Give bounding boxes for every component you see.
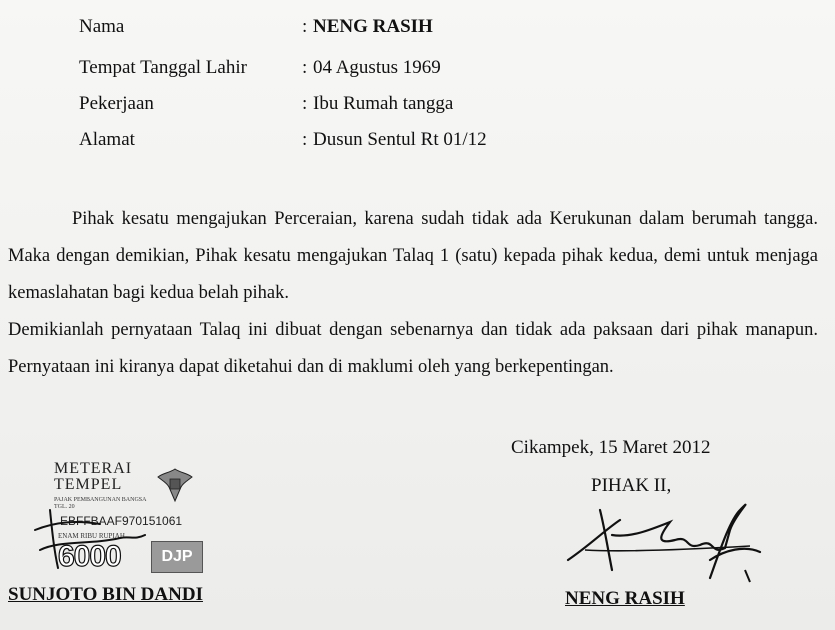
address-label: Alamat	[79, 129, 135, 150]
meterai-title	[54, 461, 132, 493]
meterai-tgl-text: TGL. 20	[54, 504, 75, 510]
place-date: Cikampek, 15 Maret 2012	[511, 437, 711, 458]
birth-colon: :	[302, 57, 308, 78]
occupation-colon: :	[302, 93, 308, 114]
paragraph-declaration: Demikianlah pernyataan Talaq ini dibuat dengan sebenarnya dan tidak ada paksaan dari pihak manapun. Pernyataan ini kiranya dapat diketahui dan di maklumi oleh yang berkepentingan.	[8, 320, 818, 377]
meterai-small-text: PAJAK PEMBANGUNAN BANGSA	[54, 497, 147, 503]
meterai-title-line2: TEMPEL	[54, 476, 123, 493]
meterai-title-line1: METERAI	[54, 460, 133, 477]
right-signatory-name: NENG RASIH	[565, 588, 685, 609]
meterai-serial: EBFFBAAF970151061	[60, 514, 183, 528]
garuda-emblem-icon	[155, 465, 195, 505]
meterai-value-text: ENAM RIBU RUPIAH	[58, 532, 125, 540]
address-colon: :	[302, 129, 308, 150]
name-label: Nama	[79, 16, 125, 37]
birth-label: Tempat Tanggal Lahir	[79, 57, 247, 78]
name-colon: :	[302, 16, 308, 37]
party-label: PIHAK II,	[591, 475, 672, 496]
occupation-label: Pekerjaan	[79, 93, 154, 114]
name-value: NENG RASIH	[313, 16, 433, 37]
birth-value: 04 Agustus 1969	[313, 57, 441, 78]
djp-badge: DJP	[151, 541, 203, 573]
right-signature-image	[560, 490, 780, 585]
meterai-value: 6000	[58, 540, 121, 573]
left-signatory-name: SUNJOTO BIN DANDI	[8, 584, 203, 605]
address-value: Dusun Sentul Rt 01/12	[313, 129, 487, 150]
occupation-value: Ibu Rumah tangga	[313, 93, 454, 114]
left-signature-image	[30, 490, 150, 570]
paragraph-divorce-reason: Pihak kesatu mengajukan Perceraian, karena sudah tidak ada Kerukunan dalam berumah tangga. Maka dengan demikian, Pihak kesatu mengajukan Talaq 1 (satu) kepada pihak kedua, demi untuk menjaga kemaslahatan bagi kedua belah pihak.	[8, 209, 818, 303]
